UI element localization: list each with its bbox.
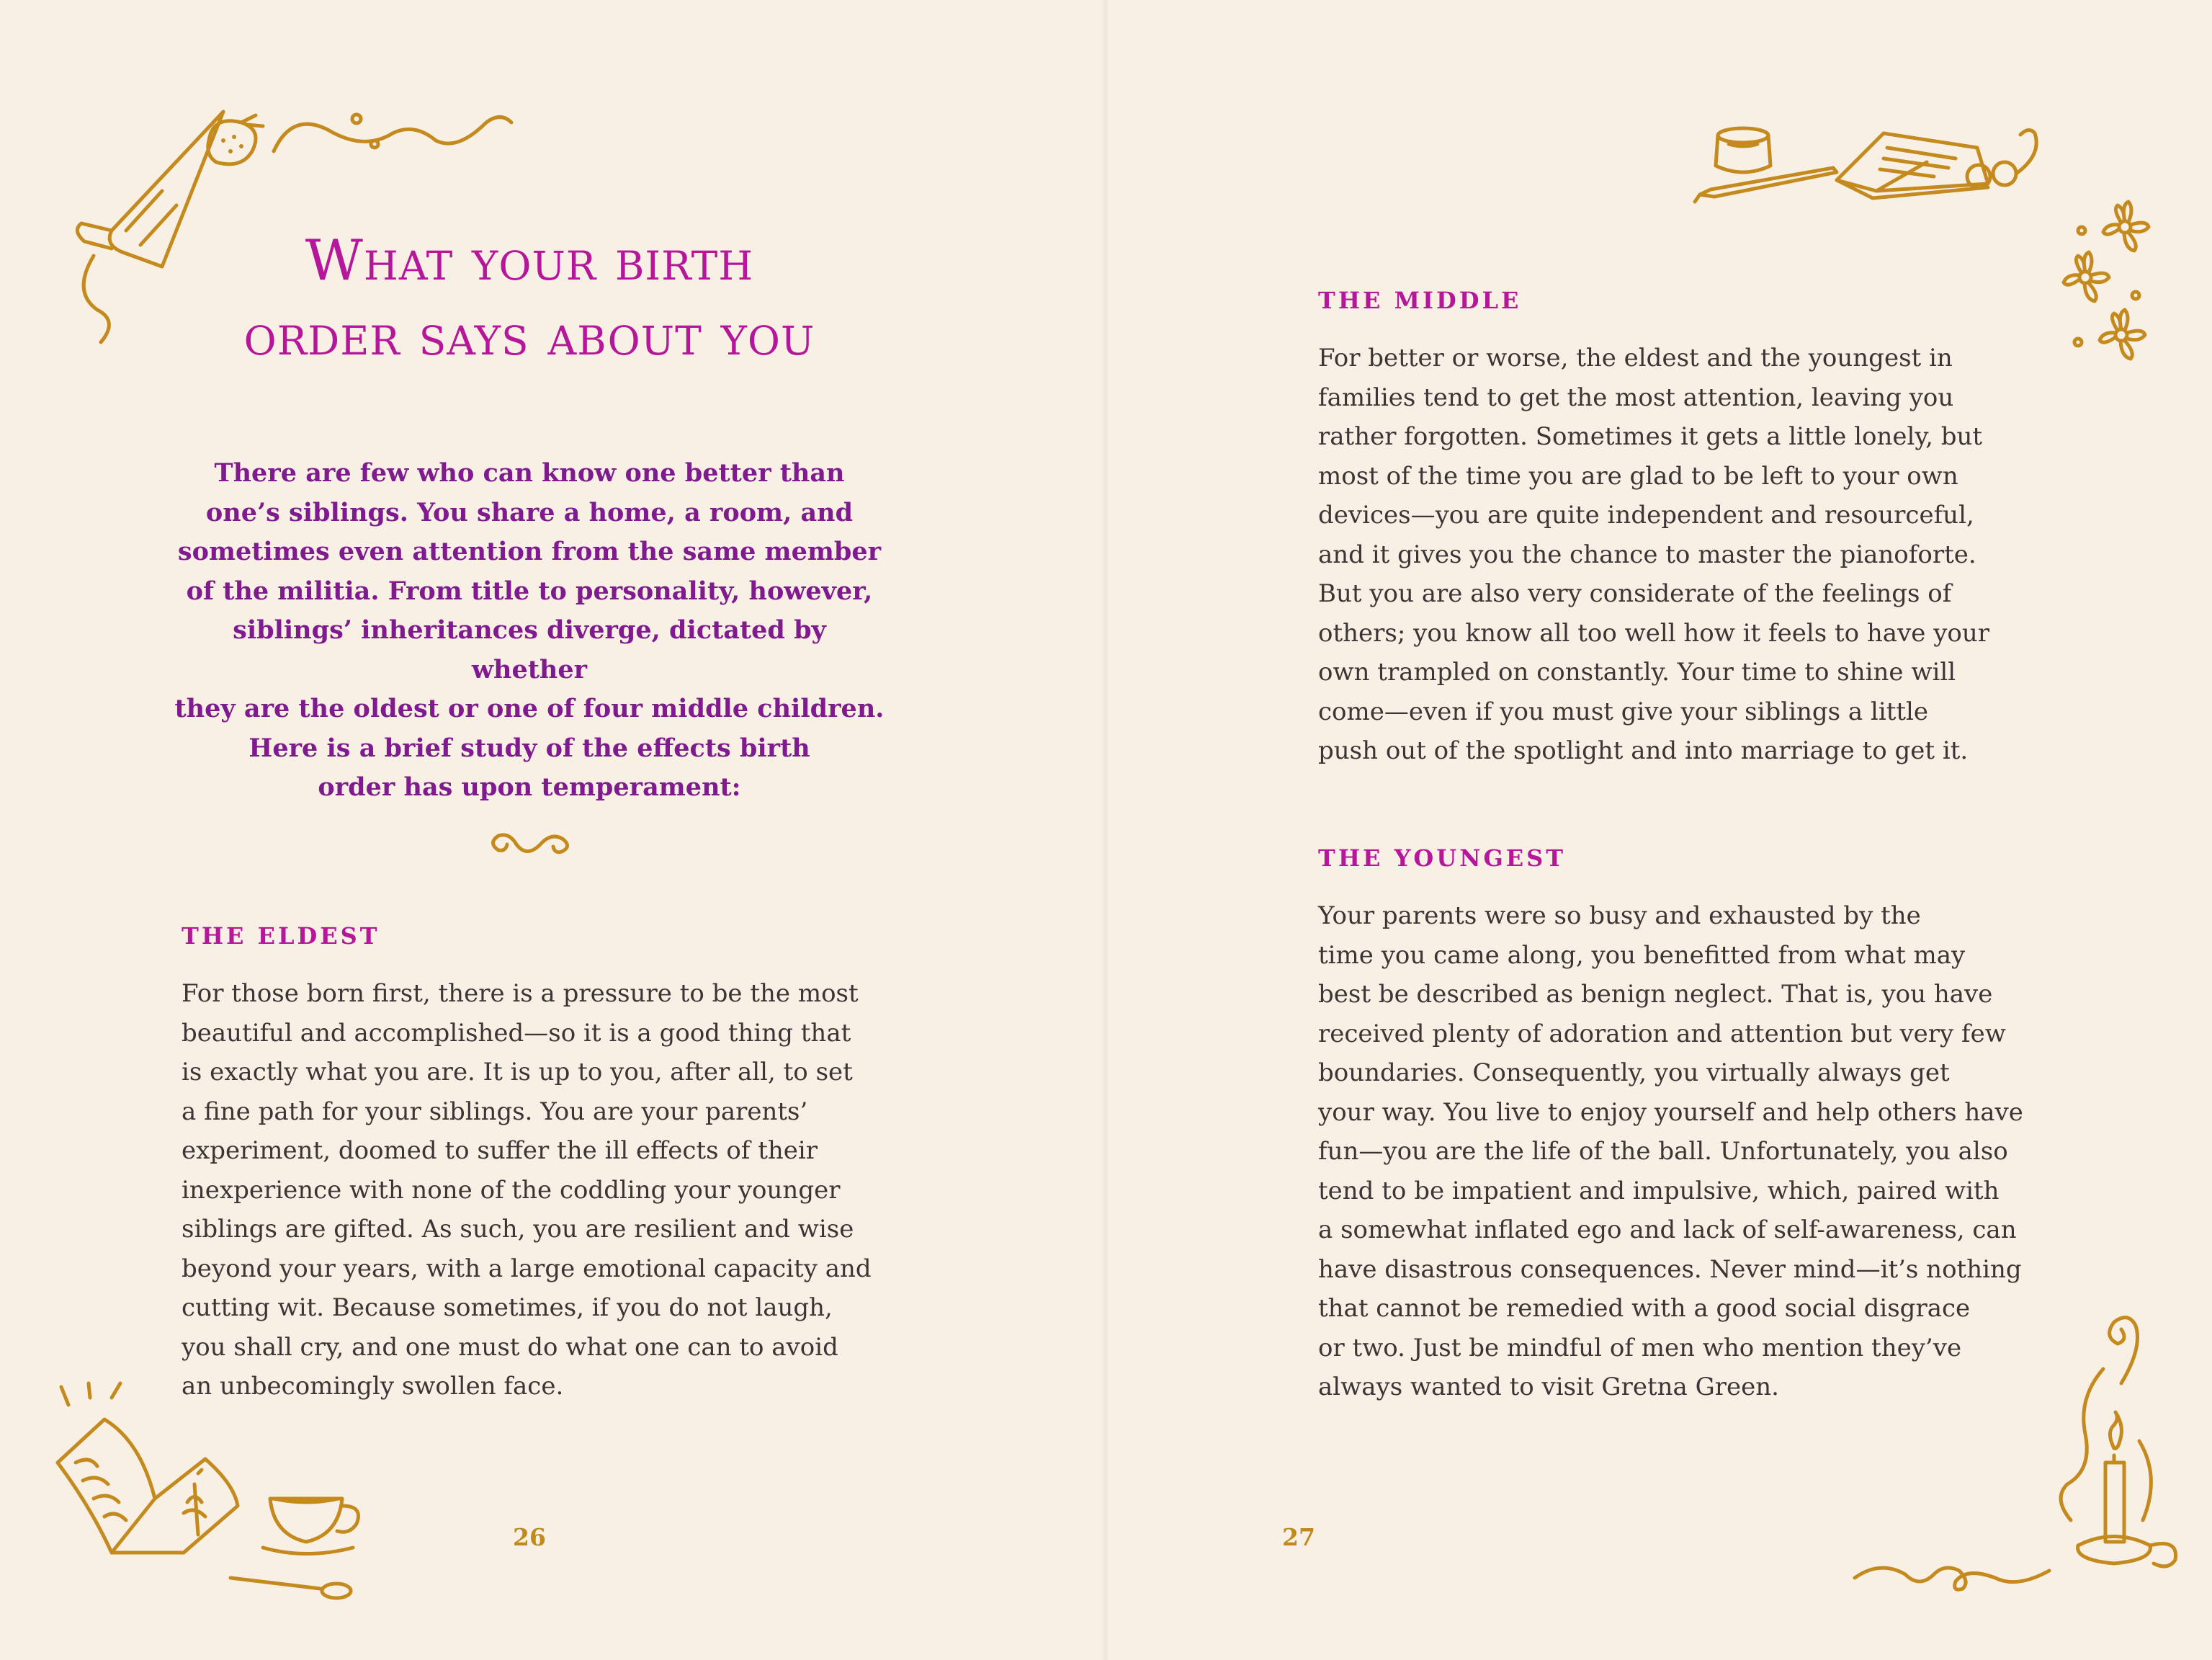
body-line: received plenty of adoration and attention but very few — [1318, 1019, 2006, 1048]
quill-pen-icon — [1693, 162, 1844, 205]
body-line: is exactly what you are. It is up to you, after all, to set — [182, 1058, 853, 1086]
section-heading-eldest: THE ELDEST — [182, 922, 380, 950]
body-line: inexperience with none of the coddling your younger — [182, 1175, 841, 1205]
body-line: best be described as benign neglect. That is, you have — [1318, 980, 1993, 1009]
strawberry-icon — [202, 112, 267, 169]
candle-icon — [2035, 1311, 2200, 1585]
intro-paragraph — [173, 454, 886, 808]
title-line: order says about you — [243, 303, 815, 368]
section-heading-youngest: THE YOUNGEST — [1318, 844, 1567, 872]
intro-line: of the militia. From title to personality, however, — [186, 576, 873, 606]
intro-line: one’s siblings. You share a home, a room, and — [205, 497, 854, 527]
spoon-icon — [227, 1567, 357, 1603]
body-line: and it gives you the chance to master the pianoforte. — [1318, 540, 1976, 569]
body-line: most of the time you are glad to be left to your own — [1318, 461, 1958, 491]
body-line: rather forgotten. Sometimes it gets a little lonely, but — [1318, 422, 1983, 451]
section-body-youngest — [1318, 896, 2023, 1407]
section-heading-middle: THE MIDDLE — [1318, 287, 1522, 314]
page-number: 26 — [513, 1523, 546, 1551]
body-line: time you came along, you benefitted from what may — [1318, 940, 1966, 970]
body-line: your way. You live to enjoy yourself and help others have — [1318, 1097, 2023, 1127]
intro-line: order has upon temperament: — [318, 772, 741, 802]
body-line: have disastrous consequences. Never mind—it’s nothing — [1318, 1254, 2022, 1284]
body-line: or two. Just be mindful of men who mention they’ve — [1318, 1333, 1962, 1362]
body-line: you shall cry, and one must do what one can to avoid — [182, 1332, 838, 1362]
body-line: own trampled on constantly. Your time to shine will — [1318, 658, 1956, 687]
intro-line: sometimes even attention from the same member — [177, 537, 882, 566]
body-line: For better or worse, the eldest and the youngest in — [1318, 344, 1953, 372]
body-line: push out of the spotlight and into marriage to get it. — [1318, 736, 1969, 765]
right-page — [1106, 0, 2211, 1660]
body-line: But you are also very considerate of the feelings of — [1318, 579, 1952, 608]
flourish-icon — [270, 108, 515, 159]
open-book-icon — [54, 1383, 256, 1563]
intro-line: Here is a brief study of the effects birth — [248, 733, 810, 763]
teacup-icon — [259, 1491, 375, 1571]
page-number: 27 — [1282, 1523, 1315, 1551]
body-line: boundaries. Consequently, you virtually always get — [1318, 1058, 1950, 1087]
body-line: always wanted to visit Gretna Green. — [1318, 1373, 1779, 1401]
body-line: fun—you are the life of the ball. Unfortunately, you also — [1318, 1137, 2008, 1166]
section-body-eldest — [182, 974, 872, 1406]
body-line: an unbecomingly swollen face. — [182, 1372, 564, 1401]
body-line: others; you know all too well how it feels to have your — [1318, 618, 1990, 648]
body-line: beautiful and accomplished—so it is a good thing that — [182, 1018, 851, 1048]
page-title — [144, 223, 915, 373]
flourish-icon — [1851, 1556, 2053, 1599]
intro-line: There are few who can know one better than — [214, 458, 845, 488]
body-line: cutting wit. Because sometimes, if you do not laugh, — [182, 1293, 833, 1322]
body-line: come—even if you must give your siblings a little — [1318, 697, 1929, 726]
title-line: What your birth — [305, 228, 754, 293]
body-line: devices—you are quite independent and resourceful, — [1318, 501, 1974, 530]
body-line: beyond your years, with a large emotional capacity and — [182, 1254, 872, 1283]
intro-line: they are the oldest or one of four middle children. — [174, 694, 885, 723]
section-body-middle — [1318, 339, 1989, 771]
flourish-icon — [484, 829, 578, 861]
body-line: Your parents were so busy and exhausted by the — [1318, 901, 1921, 930]
body-line: a fine path for your siblings. You are your parents’ — [182, 1097, 808, 1126]
flower-icon — [2049, 195, 2150, 360]
body-line: a somewhat inflated ego and lack of self-awareness, can — [1318, 1215, 2017, 1244]
body-line: siblings are gifted. As such, you are resilient and wise — [182, 1215, 854, 1244]
body-line: experiment, doomed to suffer the ill effects of their — [182, 1136, 818, 1165]
body-line: that cannot be remedied with a good social disgrace — [1318, 1294, 1971, 1323]
body-line: tend to be impatient and impulsive, which, paired with — [1318, 1176, 2000, 1205]
body-line: For those born first, there is a pressure to be the most — [182, 979, 859, 1008]
body-line: families tend to get the most attention, leaving you — [1318, 383, 1954, 412]
intro-line: siblings’ inheritances diverge, dictated by whether — [233, 615, 826, 684]
spectacles-icon — [1948, 126, 2056, 205]
